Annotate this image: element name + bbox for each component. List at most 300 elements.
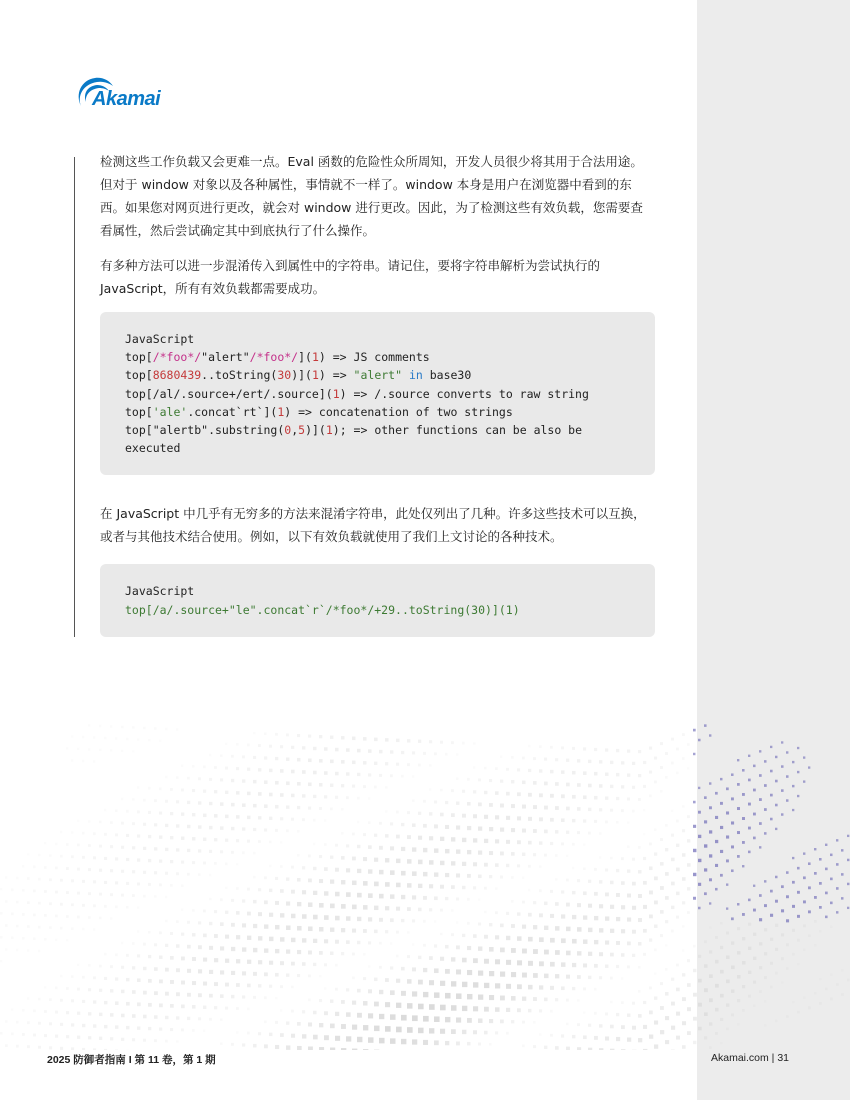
wave-dot <box>0 1032 3 1035</box>
wave-dot <box>489 1043 492 1046</box>
wave-dot <box>275 1021 278 1024</box>
wave-dot <box>495 1007 500 1012</box>
wave-dot <box>715 984 719 988</box>
wave-dot <box>60 1023 63 1026</box>
wave-dot <box>440 933 443 936</box>
wave-dot <box>121 870 124 873</box>
wave-dot <box>500 804 504 808</box>
wave-dot <box>137 1026 140 1029</box>
wave-dot <box>264 900 268 904</box>
wave-dot <box>638 774 641 777</box>
wave-dot <box>170 1028 173 1031</box>
wave-dot <box>544 806 548 810</box>
wave-dot <box>484 791 487 794</box>
wave-dot <box>319 855 322 858</box>
wave-dot <box>693 753 695 755</box>
wave-dot <box>698 979 702 983</box>
wave-dot <box>132 798 135 801</box>
wave-dot <box>693 993 697 997</box>
wave-dot <box>731 845 734 848</box>
wave-dot <box>407 835 411 839</box>
wave-dot <box>401 919 404 922</box>
wave-dot <box>781 909 784 912</box>
wave-dot <box>792 857 794 859</box>
wave-dot <box>110 893 113 896</box>
wave-dot <box>154 847 157 850</box>
wave-dot <box>478 1018 482 1022</box>
wave-dot <box>242 755 245 758</box>
wave-dot <box>379 846 383 850</box>
wave-dot <box>280 1009 282 1011</box>
wave-dot <box>528 745 530 747</box>
wave-dot <box>385 882 390 887</box>
wave-dot <box>280 913 284 917</box>
wave-dot <box>759 990 762 993</box>
wave-dot <box>264 948 268 952</box>
wave-dot <box>66 1011 69 1014</box>
wave-dot <box>583 915 587 919</box>
wave-dot <box>269 937 273 941</box>
wave-dot <box>148 787 150 789</box>
wave-dot <box>77 988 80 991</box>
wave-dot <box>390 894 394 898</box>
wave-dot <box>715 864 718 867</box>
wave-dot <box>841 897 843 899</box>
wave-dot <box>319 1047 324 1050</box>
wave-dot <box>770 818 773 821</box>
wave-dot <box>847 859 849 861</box>
wave-dot <box>803 780 805 782</box>
wave-dot <box>302 866 305 869</box>
wave-dot <box>583 1035 587 1039</box>
wave-dot <box>621 857 624 860</box>
wave-dot <box>291 938 295 942</box>
wave-dot <box>401 823 404 826</box>
wave-dot <box>247 768 250 771</box>
wave-dot <box>803 924 806 927</box>
wave-dot <box>341 784 344 787</box>
wave-dot <box>429 812 432 815</box>
wave-dot <box>654 924 657 927</box>
wave-dot <box>764 784 767 787</box>
wave-dot <box>280 793 284 797</box>
wave-dot <box>49 998 52 1001</box>
wave-dot <box>236 959 240 963</box>
wave-dot <box>632 810 635 813</box>
wave-dot <box>231 899 234 902</box>
wave-dot <box>165 800 168 803</box>
wave-dot <box>836 911 838 913</box>
wave-dot <box>544 950 549 955</box>
wave-dot <box>66 867 69 870</box>
wave-dot <box>753 909 756 912</box>
wave-dot <box>137 954 140 957</box>
wave-dot <box>352 881 357 886</box>
wave-dot <box>159 955 162 958</box>
wave-dot <box>830 998 833 1001</box>
wave-dot <box>533 925 537 929</box>
wave-dot <box>176 800 179 803</box>
wave-dot <box>66 891 69 894</box>
wave-dot <box>445 849 449 853</box>
wave-dot <box>407 883 411 887</box>
wave-dot <box>555 1046 559 1050</box>
wave-dot <box>143 895 146 898</box>
wave-dot <box>93 976 96 979</box>
wave-dot <box>506 816 510 820</box>
wave-dot <box>264 924 268 928</box>
wave-dot <box>27 901 30 904</box>
wave-dot <box>396 835 400 839</box>
wave-dot <box>682 1021 686 1025</box>
wave-dot <box>16 1045 19 1048</box>
wave-dot <box>165 848 168 851</box>
wave-dot <box>82 1048 85 1050</box>
wave-dot <box>269 745 272 748</box>
wave-dot <box>352 761 356 765</box>
wave-dot <box>192 957 196 961</box>
wave-dot <box>297 782 301 786</box>
wave-dot <box>220 754 223 757</box>
wave-dot <box>192 981 196 985</box>
wave-dot <box>610 1001 612 1003</box>
wave-dot <box>88 868 91 871</box>
wave-dot <box>242 947 246 951</box>
wave-dot <box>346 844 349 847</box>
wave-dot <box>803 756 805 758</box>
wave-dot <box>11 937 14 940</box>
wave-dot <box>506 960 511 965</box>
wave-dot <box>275 997 277 999</box>
wave-dot <box>709 806 712 809</box>
wave-dot <box>297 974 300 977</box>
wave-dot <box>561 986 565 990</box>
wave-dot <box>121 966 124 969</box>
wave-dot <box>60 975 62 977</box>
wave-dot <box>660 1030 664 1034</box>
wave-dot <box>203 910 206 913</box>
wave-dot <box>847 907 849 909</box>
wave-dot <box>154 895 157 898</box>
wave-dot <box>687 1031 691 1035</box>
wave-dot <box>693 729 696 732</box>
wave-dot <box>792 881 795 884</box>
wave-dot <box>335 748 339 752</box>
wave-dot <box>132 870 135 873</box>
wave-dot <box>247 984 251 988</box>
wave-dot <box>759 798 762 801</box>
wave-dot <box>236 767 239 770</box>
wave-dot <box>16 925 19 928</box>
wave-dot <box>104 977 107 980</box>
wave-dot <box>825 916 828 919</box>
wave-dot <box>324 747 328 751</box>
wave-dot <box>324 1035 329 1040</box>
wave-dot <box>379 774 382 777</box>
wave-dot <box>319 735 322 738</box>
wave-dot <box>566 807 570 811</box>
wave-dot <box>654 972 656 974</box>
wave-dot <box>489 779 492 782</box>
wave-dot <box>170 1004 174 1008</box>
wave-dot <box>610 953 614 957</box>
wave-dot <box>610 881 614 885</box>
wave-dot <box>539 865 541 867</box>
wave-dot <box>621 809 624 812</box>
wave-dot <box>847 835 849 837</box>
wave-dot <box>423 800 426 803</box>
wave-dot <box>132 894 135 897</box>
wave-dot <box>440 1029 445 1034</box>
wave-dot <box>759 846 761 848</box>
wave-dot <box>572 963 576 967</box>
wave-dot <box>544 830 548 834</box>
wave-dot <box>16 901 19 904</box>
wave-dot <box>77 844 80 847</box>
wave-dot <box>154 967 158 971</box>
wave-dot <box>82 880 85 883</box>
wave-dot <box>544 926 548 930</box>
wave-dot <box>632 882 636 886</box>
wave-dot <box>363 785 366 788</box>
wave-dot <box>82 1024 85 1027</box>
wave-dot <box>181 765 183 767</box>
wave-dot <box>693 825 696 828</box>
wave-dot <box>55 867 58 870</box>
wave-dot <box>38 1022 41 1025</box>
wave-dot <box>407 955 410 958</box>
wave-dot <box>374 786 377 789</box>
wave-dot <box>214 910 217 913</box>
wave-dot <box>742 769 745 772</box>
wave-dot <box>676 772 678 774</box>
wave-dot <box>22 865 24 867</box>
wave-dot <box>440 741 443 744</box>
wave-dot <box>704 844 707 847</box>
wave-dot <box>258 792 262 796</box>
wave-dot <box>231 803 235 807</box>
wave-dot <box>121 750 123 752</box>
wave-dot <box>445 873 449 877</box>
wave-dot <box>577 1047 581 1050</box>
wave-dot <box>478 946 482 950</box>
wave-dot <box>654 828 656 830</box>
wave-dot <box>638 942 641 945</box>
wave-dot <box>594 940 598 944</box>
wave-dot <box>324 867 328 871</box>
wave-dot <box>709 878 712 881</box>
wave-dot <box>385 762 388 765</box>
wave-dot <box>209 850 212 853</box>
wave-dot <box>830 854 833 857</box>
wave-dot <box>451 885 455 889</box>
wave-dot <box>583 939 587 943</box>
wave-dot <box>737 807 740 810</box>
wave-dot <box>616 941 620 945</box>
wave-dot <box>511 996 516 1001</box>
wave-dot <box>275 973 279 977</box>
wave-dot <box>110 1037 113 1040</box>
wave-dot <box>654 948 657 951</box>
wave-dot <box>220 850 223 853</box>
wave-dot <box>104 857 107 860</box>
wave-dot <box>665 968 668 971</box>
wave-dot <box>258 984 261 987</box>
wave-dot <box>506 1032 509 1035</box>
wave-dot <box>517 816 521 820</box>
wave-dot <box>154 1015 158 1019</box>
wave-dot <box>649 1010 653 1014</box>
wave-dot <box>379 918 383 922</box>
wave-dot <box>759 966 762 969</box>
wave-dot <box>231 947 235 951</box>
wave-dot <box>418 908 422 912</box>
wave-dot <box>770 914 773 917</box>
wave-dot <box>71 1023 74 1026</box>
wave-dot <box>654 756 657 759</box>
wave-dot <box>660 982 663 985</box>
wave-dot <box>27 853 29 855</box>
wave-dot <box>401 1015 407 1021</box>
wave-dot <box>176 920 179 923</box>
wave-dot <box>225 863 228 866</box>
wave-dot <box>605 892 609 896</box>
wave-dot <box>154 799 157 802</box>
wave-dot <box>159 811 162 814</box>
wave-dot <box>71 831 73 833</box>
wave-dot <box>660 742 663 745</box>
wave-dot <box>269 913 273 917</box>
wave-dot <box>671 762 674 765</box>
wave-dot <box>115 1049 118 1050</box>
wave-dot <box>269 961 273 965</box>
wave-dot <box>335 892 340 897</box>
wave-dot <box>253 876 256 879</box>
wave-dot <box>159 739 161 741</box>
wave-dot <box>489 947 494 952</box>
wave-dot <box>583 819 586 822</box>
wave-dot <box>643 905 647 909</box>
wave-dot <box>181 813 184 816</box>
wave-dot <box>352 785 355 788</box>
wave-dot <box>209 922 212 925</box>
wave-dot <box>731 869 734 872</box>
wave-dot <box>797 771 799 773</box>
wave-dot <box>654 780 657 783</box>
wave-dot <box>357 797 360 800</box>
wave-dot <box>335 868 339 872</box>
wave-dot <box>385 738 389 742</box>
wave-dot <box>275 901 279 905</box>
wave-dot <box>269 889 272 892</box>
wave-dot <box>143 991 147 995</box>
wave-dot <box>363 1049 368 1050</box>
wave-dot <box>137 738 139 740</box>
code-line: top[8680439..toString(30)](1) => "alert" in base30 <box>125 368 472 383</box>
code-line: top[/*foo*/"alert"/*foo*/](1) => JS comments <box>125 350 430 365</box>
wave-dot <box>456 849 460 853</box>
wave-dot <box>440 789 443 792</box>
wave-dot <box>759 942 762 945</box>
wave-dot <box>99 749 101 751</box>
wave-dot <box>319 927 323 931</box>
wave-dot <box>379 750 382 753</box>
wave-dot <box>451 813 455 817</box>
wave-dot <box>808 766 810 768</box>
wave-dot <box>407 763 410 766</box>
wave-dot <box>209 826 212 829</box>
wave-dot <box>561 818 565 822</box>
wave-dot <box>82 736 84 738</box>
wave-dot <box>264 732 267 735</box>
wave-dot <box>93 760 95 762</box>
wave-dot <box>467 946 471 950</box>
wave-dot <box>44 842 46 844</box>
wave-dot <box>192 789 195 792</box>
wave-dot <box>423 920 426 923</box>
wave-dot <box>643 785 646 788</box>
wave-dot <box>385 978 389 982</box>
wave-dot <box>660 790 662 792</box>
wave-dot <box>627 1014 630 1017</box>
wave-dot <box>165 968 169 972</box>
wave-dot <box>671 1026 675 1030</box>
wave-dot <box>682 829 685 832</box>
wave-dot <box>495 863 499 867</box>
wave-dot <box>533 1045 536 1048</box>
wave-dot <box>93 904 96 907</box>
wave-dot <box>198 801 201 804</box>
wave-dot <box>621 761 624 764</box>
wave-dot <box>115 1025 118 1028</box>
wave-dot <box>38 854 40 856</box>
wave-dot <box>528 961 533 966</box>
wave-dot <box>412 823 416 827</box>
wave-dot <box>715 792 718 795</box>
wave-dot <box>181 789 184 792</box>
wave-dot <box>82 904 85 907</box>
wave-dot <box>77 820 79 822</box>
wave-dot <box>297 878 301 882</box>
wave-dot <box>104 953 106 955</box>
wave-dot <box>654 1020 658 1024</box>
wave-dot <box>704 1036 707 1039</box>
wave-dot <box>451 981 456 986</box>
wave-dot <box>346 892 351 897</box>
wave-dot <box>737 903 739 905</box>
wave-dot <box>368 773 371 776</box>
wave-dot <box>126 882 129 885</box>
wave-dot <box>170 836 173 839</box>
wave-dot <box>429 836 433 840</box>
wave-dot <box>357 773 360 776</box>
wave-dot <box>308 1046 313 1050</box>
wave-dot <box>682 925 684 927</box>
wave-dot <box>577 759 580 762</box>
wave-dot <box>363 881 368 886</box>
code-language-label: JavaScript <box>125 332 195 346</box>
wave-dot <box>693 945 696 948</box>
wave-dot <box>478 898 480 900</box>
wave-dot <box>407 739 410 742</box>
wave-dot <box>786 967 789 970</box>
wave-dot <box>775 924 778 927</box>
wave-dot <box>115 737 117 739</box>
wave-dot <box>11 1009 13 1011</box>
wave-dot <box>434 944 437 947</box>
wave-dot <box>819 930 822 933</box>
wave-dot <box>517 960 522 965</box>
